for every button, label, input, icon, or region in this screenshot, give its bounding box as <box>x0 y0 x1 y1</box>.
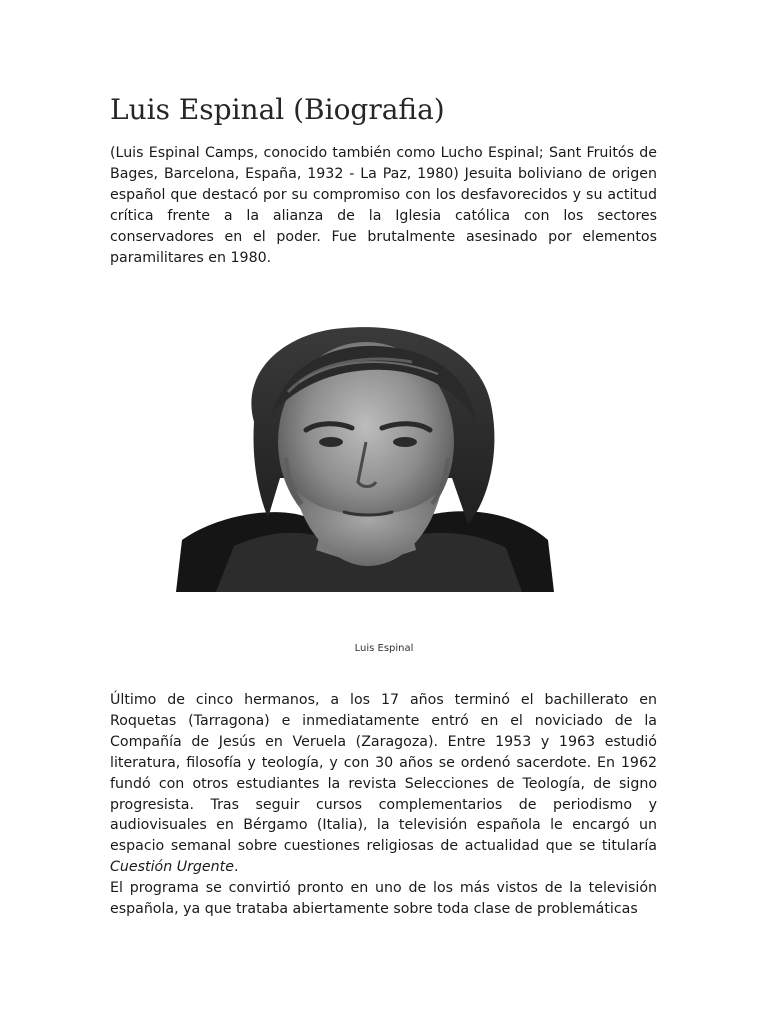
biography-paragraph-1-end: . <box>233 859 239 876</box>
program-title: Cuestión Urgente <box>110 859 234 876</box>
biography-paragraph-2: El programa se convirtió pronto en uno de los más vistos de la televisión española, ya que trataba abiertamente sobre toda clase de problemáticas <box>110 880 657 917</box>
photo-caption: Luis Espinal <box>354 643 414 654</box>
biography-paragraph-1 <box>110 690 657 878</box>
intro-paragraph: (Luis Espinal Camps, conocido también como Lucho Espinal; Sant Fruitós de Bages, Barcelona, España, 1932 - La Paz, 1980) Jesuita boliviano de origen español que destacó por su compromiso con los desfavorecidos y su actitud crítica frente a la alianza de la Iglesia católica con los sectores conservadores en el poder. Fue brutalmente asesinado por elementos paramilitares en 1980. <box>110 145 657 266</box>
page-title: Luis Espinal (Biografia) <box>110 93 445 126</box>
portrait-photo <box>176 318 554 592</box>
biography-paragraph-1-text: Último de cinco hermanos, a los 17 años terminó el bachillerato en Roquetas (Tarragona) e inmediatamente entró en el noviciado de la Compañía de Jesús en Veruela (Zaragoza). Entre 1953 y 1963 estudió literatura, filosofía y teología, y con 30 años se ordenó sacerdote. En 1962 fundó con otros estudiantes la revista Selecciones de Teología, de signo progresista. Tras seguir cursos complementarios de periodismo y audiovisuales en Bérgamo (Italia), la televisión española le encargó un espacio semanal sobre cuestiones religiosas de actualidad que se titularía <box>110 692 657 855</box>
